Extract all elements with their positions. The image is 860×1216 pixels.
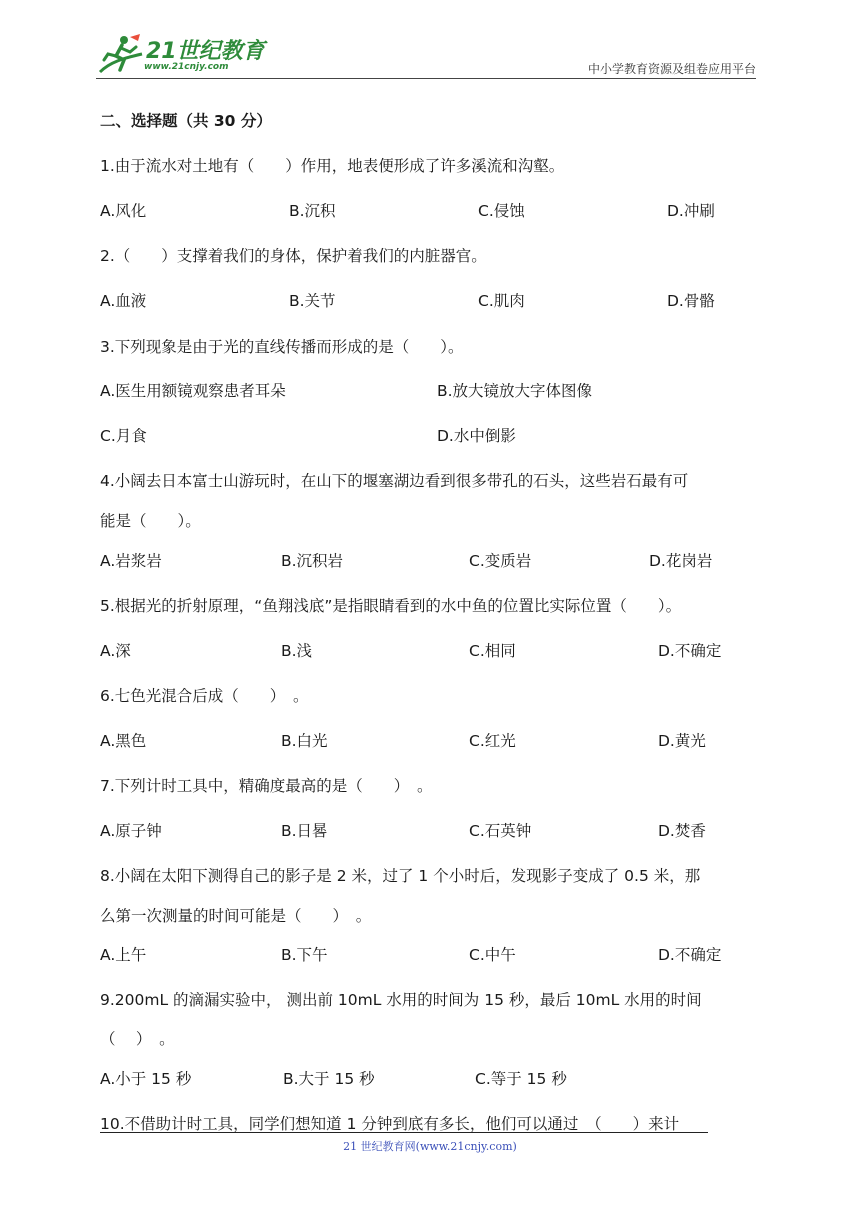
q8-option-d[interactable]: D.不确定 [658,946,722,964]
q2-option-b[interactable]: B.关节 [289,292,336,310]
question-6-text: 6.七色光混合后成（ ） 。 [100,687,309,705]
q1-option-b[interactable]: B.沉积 [289,202,336,220]
q6-option-d[interactable]: D.黄光 [658,732,706,750]
platform-name: 中小学教育资源及组卷应用平台 [587,62,756,76]
question-9-text-cont: （ ） 。 [100,1030,175,1048]
section-title: 二、选择题（共 30 分） [100,112,272,130]
question-2-text: 2.（ ）支撑着我们的身体，保护着我们的内脏器官。 [100,247,487,265]
q8-option-c[interactable]: C.中午 [469,946,516,964]
q5-option-a[interactable]: A.深 [100,642,131,660]
logo-url-text: www.21cnjy.com [144,62,229,72]
q9-option-a[interactable]: A.小于 15 秒 [100,1070,192,1088]
q5-option-d[interactable]: D.不确定 [658,642,722,660]
q6-option-c[interactable]: C.红光 [469,732,516,750]
q5-option-c[interactable]: C.相同 [469,642,516,660]
runner-logo-icon [94,32,146,78]
question-4-text: 4.小阔去日本富士山游玩时，在山下的堰塞湖边看到很多带孔的石头，这些岩石最有可 [100,472,689,490]
q5-option-b[interactable]: B.浅 [281,642,313,660]
q6-option-a[interactable]: A.黑色 [100,732,147,750]
q3-option-c[interactable]: C.月食 [100,427,147,445]
question-8-text: 8.小阔在太阳下测得自己的影子是 2 米，过了 1 个小时后，发现影子变成了 0.5 米，那 [100,867,701,885]
footer-link-text[interactable]: 21 世纪教育网(www.21cnjy.com) [343,1140,517,1153]
question-5-text: 5.根据光的折射原理，“鱼翔浅底”是指眼睛看到的水中鱼的位置比实际位置（ ）。 [100,597,682,615]
q9-option-b[interactable]: B.大于 15 秒 [283,1070,375,1088]
q7-option-c[interactable]: C.石英钟 [469,822,532,840]
question-3-text: 3.下列现象是由于光的直线传播而形成的是（ ）。 [100,338,464,356]
footer-divider [100,1132,708,1133]
header-divider [96,78,756,79]
q2-option-c[interactable]: C.肌肉 [478,292,525,310]
q8-option-a[interactable]: A.上午 [100,946,147,964]
q4-option-b[interactable]: B.沉积岩 [281,552,344,570]
question-1-text: 1.由于流水对土地有（ ）作用，地表便形成了许多溪流和沟壑。 [100,157,565,175]
q2-option-a[interactable]: A.血液 [100,292,147,310]
question-4-text-cont: 能是（ ）。 [100,512,201,530]
q7-option-d[interactable]: D.焚香 [658,822,706,840]
question-8-text-cont: 么第一次测量的时间可能是（ ） 。 [100,907,372,925]
q8-option-b[interactable]: B.下午 [281,946,328,964]
q3-option-b[interactable]: B.放大镜放大字体图像 [437,382,593,400]
question-9-text: 9.200mL 的滴漏实验中， 测出前 10mL 水用的时间为 15 秒，最后 10mL 水用的时间 [100,991,702,1009]
page-header [0,0,860,80]
q1-option-a[interactable]: A.风化 [100,202,147,220]
q4-option-c[interactable]: C.变质岩 [469,552,532,570]
q1-option-c[interactable]: C.侵蚀 [478,202,525,220]
q7-option-a[interactable]: A.原子钟 [100,822,162,840]
logo-brand-text: 21世纪教育 [146,39,265,64]
q2-option-d[interactable]: D.骨骼 [667,292,715,310]
q9-option-c[interactable]: C.等于 15 秒 [475,1070,567,1088]
q4-option-a[interactable]: A.岩浆岩 [100,552,162,570]
q3-option-a[interactable]: A.医生用额镜观察患者耳朵 [100,382,286,400]
question-10-text: 10.不借助计时工具，同学们想知道 1 分钟到底有多长，他们可以通过 （ ）来计 [100,1115,680,1133]
question-7-text: 7.下列计时工具中，精确度最高的是（ ） 。 [100,777,433,795]
q3-option-d[interactable]: D.水中倒影 [437,427,516,445]
q6-option-b[interactable]: B.白光 [281,732,328,750]
site-logo[interactable] [94,32,264,78]
q4-option-d[interactable]: D.花岗岩 [649,552,713,570]
page-footer[interactable] [0,1138,860,1154]
q1-option-d[interactable]: D.冲刷 [667,202,715,220]
q7-option-b[interactable]: B.日晷 [281,822,328,840]
